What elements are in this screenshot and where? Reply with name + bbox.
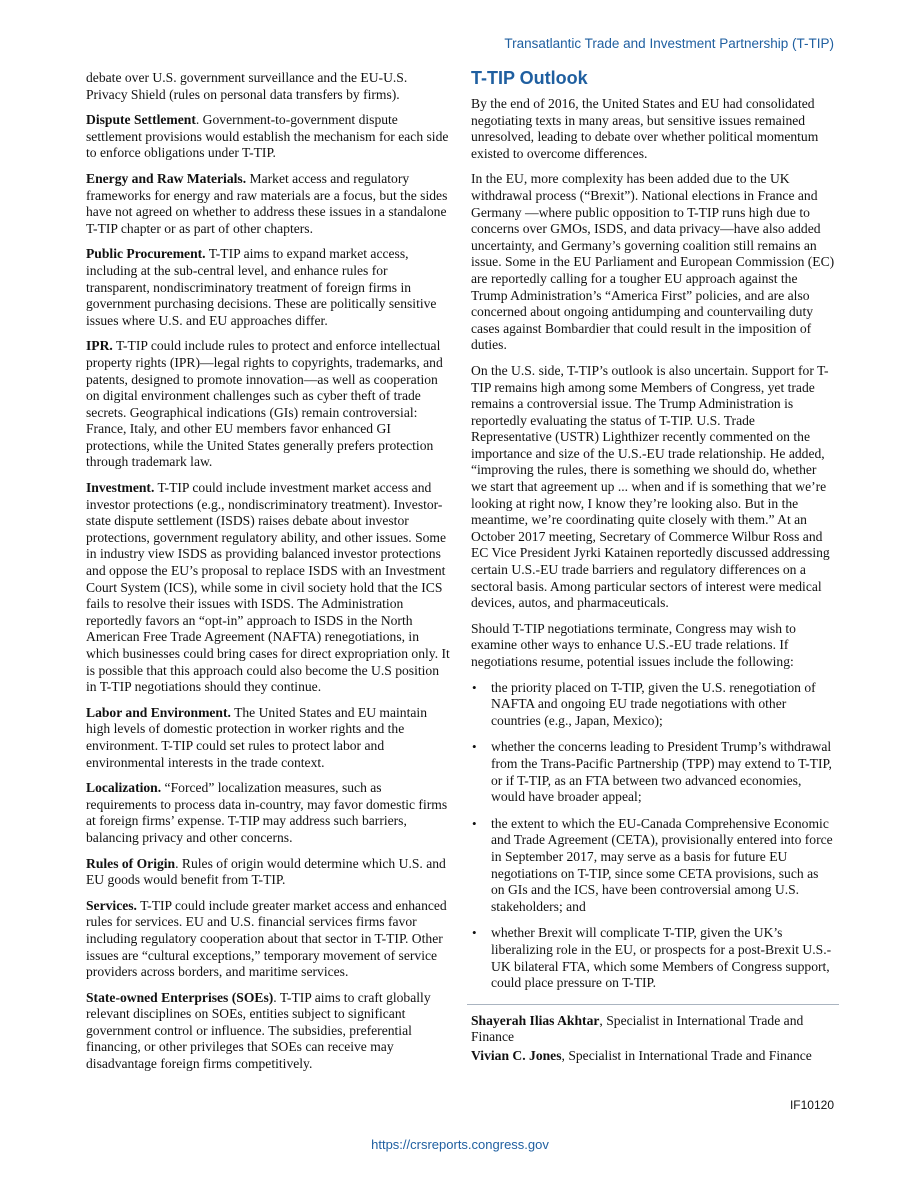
list-item: [471, 816, 835, 916]
author-role: , Specialist in International Trade and Finance: [471, 1012, 804, 1045]
author-line: [471, 1048, 835, 1065]
topic-term: Dispute Settlement: [86, 112, 196, 128]
list-item-text: the extent to which the EU-Canada Comprehensive Economic and Trade Agreement (CETA), provisionally entered into force in September 2017, may serve as a basis for future EU negotiations on T-TIP, since some CETA provisions, such as on GIs and the ICS, have been controversial among U.S. stakeholders; and: [491, 815, 833, 914]
topic-text: Rules of origin would determine which U.S. and EU goods would benefit from T-TIP.: [86, 855, 446, 888]
topic-term: Investment.: [86, 480, 155, 496]
topic-paragraph: [86, 856, 450, 889]
topic-paragraph: [86, 171, 450, 237]
topic-paragraph: [86, 990, 450, 1073]
list-item: [471, 925, 835, 991]
issue-list: [471, 680, 835, 992]
topic-paragraph: [86, 705, 450, 771]
topic-term: Services.: [86, 897, 137, 913]
running-header: Transatlantic Trade and Investment Partnership (T-TIP): [504, 36, 834, 51]
list-item-text: whether the concerns leading to President Trump’s withdrawal from the Trans-Pacific Partnership (TPP) may extend to T-TIP, or if T-TIP, as an FTA between two advanced economies, would have broader appeal;: [491, 739, 832, 805]
right-column: [471, 70, 835, 1066]
list-item: [471, 739, 835, 805]
topic-term: Labor and Environment.: [86, 704, 231, 720]
topic-text: Market access and regulatory frameworks for energy and raw materials are a focus, but the sides have not agreed on whether to address these issues in a standalone T-TIP chapter or as part of other chapters.: [86, 170, 448, 236]
topic-text: T-TIP could include investment market access and investor protections (e.g., nondiscriminatory treatment). Investor-state dispute settlement (ISDS) raises debate about investor protections, government regulatory ability, and other issues. Some in industry view ISDS as providing balanced investor protections and oppose the EU’s proposal to replace ISDS with an Investment Court System (ICS), while some in civil society hold that the ICS fails to resolve their issues with ISDS. The Administration reportedly favors an “opt-in” approach to ISDS in the North American Free Trade Agreement (NAFTA) renegotiations, in which businesses could bring cases for direct expropriation only. It is possible that this approach could also become the U.S position in T-TIP negotiations should they continue.: [86, 480, 450, 695]
outlook-paragraph: In the EU, more complexity has been added due to the UK withdrawal process (“Brexit”). National elections in France and Germany —where public opposition to T-TIP runs high due to concerns over GMOs, ISDS, and data privacy—have also added uncertainty, and Germany’s governing coalition still remains an issue. Some in the EU Parliament and European Commission (EC) are reportedly calling for a tougher EU approach against the Trump Administration’s “America First” policies, and are also concerned about ongoing antidumping and countervailing duty cases against Bombardier that could result in the imposition of duties.: [471, 171, 835, 353]
topic-text: T-TIP could include greater market access and enhanced rules for services. EU and U.S. financial services firms favor including regulatory cooperation about that sector in T-TIP. Other issues are “cultural exceptions,” temporary movement of service providers across borders, and maritime services.: [86, 897, 447, 980]
topic-term: Public Procurement.: [86, 246, 206, 262]
list-item-text: the priority placed on T-TIP, given the U.S. renegotiation of NAFTA and ongoing EU trade negotiations with other countries (e.g., Japan, Mexico);: [491, 679, 816, 728]
topic-text: T-TIP aims to craft globally relevant disciplines on SOEs, entities subject to significant government control or influence. The subsidies, preferential financing, or other privileges that SOEs can receive may disadvantage foreign firms competitively.: [86, 989, 431, 1072]
topic-separator: .: [195, 112, 203, 128]
list-item-text: whether Brexit will complicate T-TIP, given the UK’s liberalizing role in the EU, or prospects for a post-Brexit U.S.-UK bilateral FTA, which some Members of Congress support, could place pressure on T-TIP.: [491, 925, 832, 991]
topic-text: T-TIP could include rules to protect and enforce intellectual property rights (IPR)—legal rights to copyrights, trademarks, and patents, designed to promote innovation—as well as cooperation on digital environment challenges such as cyber theft of trade secrets. Geographical indications (GIs) remain controversial: France, Italy, and other EU members favor enhanced GI protections, while the United States generally prefers protection through trademark law.: [86, 338, 443, 470]
outlook-paragraph: Should T-TIP negotiations terminate, Congress may wish to examine other ways to enhance U.S.-EU trade relations. If negotiations resume, potential issues include the following:: [471, 620, 796, 669]
topic-term: Energy and Raw Materials.: [86, 170, 247, 186]
author-name: Vivian C. Jones: [471, 1047, 562, 1063]
bullet-icon: •: [472, 815, 477, 831]
report-id: IF10120: [789, 1098, 834, 1112]
left-column: [86, 70, 450, 1082]
author-line: [471, 1013, 835, 1046]
author-role: , Specialist in International Trade and Finance: [561, 1047, 812, 1063]
bullet-icon: •: [472, 925, 477, 941]
topic-term: IPR.: [86, 338, 113, 354]
section-list: [86, 112, 450, 1072]
outlook-paragraph: By the end of 2016, the United States and EU had consolidated negotiating texts in many areas, but sensitive issues remained unresolved, leading to debate over whether political momentum existed to overcome differences.: [471, 96, 819, 161]
topic-paragraph: [86, 780, 450, 846]
divider: [467, 1004, 839, 1005]
topic-text: Government-to-government dispute settlement provisions would establish the mechanism for each side to enforce obligations under T-TIP.: [86, 112, 449, 161]
topic-text: “Forced” localization measures, such as requirements to process data in-country, may favor domestic firms at foreign firms’ expense. T-TIP may address such barriers, balancing privacy and other concerns.: [86, 780, 448, 845]
outlook-paragraph: On the U.S. side, T-TIP’s outlook is also uncertain. Support for T-TIP remains high among some Members of Congress, yet trade remains a controversial issue. The Trump Administration is reportedly evaluating the status of T-TIP. U.S. Trade Representative (USTR) Lighthizer recently commented on the importance and size of the U.S.-EU trade relationship. He added, “improving the rules, there is something we should do, whether we start that agreement up ... when and if is something that we’re looking at right now, I know they’re looking also. But in the meantime, we’re coordinating quite closely with them.” At an October 2017 meeting, Secretary of Commerce Wilbur Ross and EC Vice President Jyrki Katainen reportedly discussed addressing certain U.S.-EU trade barriers and regulatory differences on a sectoral basis. Among particular sectors of interest were medical devices, autos, and pharmaceuticals.: [471, 362, 830, 611]
topic-term: Rules of Origin: [86, 855, 176, 871]
topic-paragraph: [86, 338, 450, 471]
topic-separator: .: [273, 989, 280, 1005]
footer-link[interactable]: https://crsreports.congress.gov: [371, 1137, 549, 1152]
topic-text: The United States and EU maintain high levels of domestic protection in worker rights and the environment. T-TIP could set rules to protect labor and environmental interests in the trade context.: [86, 704, 427, 770]
author-name: Shayerah Ilias Akhtar: [471, 1012, 600, 1028]
topic-term: Localization.: [86, 780, 162, 796]
section-heading: T-TIP Outlook: [471, 68, 588, 88]
topic-separator: .: [175, 855, 182, 871]
topic-paragraph: [86, 112, 450, 162]
topic-paragraph: [86, 246, 450, 329]
topic-text: T-TIP aims to expand market access, including at the sub-central level, and enhance rules for transparent, nondiscriminatory treatment of foreign firms in government purchasing decisions. These are politically sensitive issues where U.S. and EU approaches differ.: [86, 246, 437, 328]
intro-paragraph: debate over U.S. government surveillance and the EU-U.S. Privacy Shield (rules on personal data transfers by firms).: [86, 70, 408, 102]
bullet-icon: •: [472, 739, 477, 755]
topic-paragraph: [86, 898, 450, 981]
bullet-icon: •: [472, 679, 477, 695]
topic-paragraph: [86, 480, 450, 696]
list-item: [471, 680, 835, 730]
topic-term: State-owned Enterprises (SOEs): [86, 989, 274, 1005]
